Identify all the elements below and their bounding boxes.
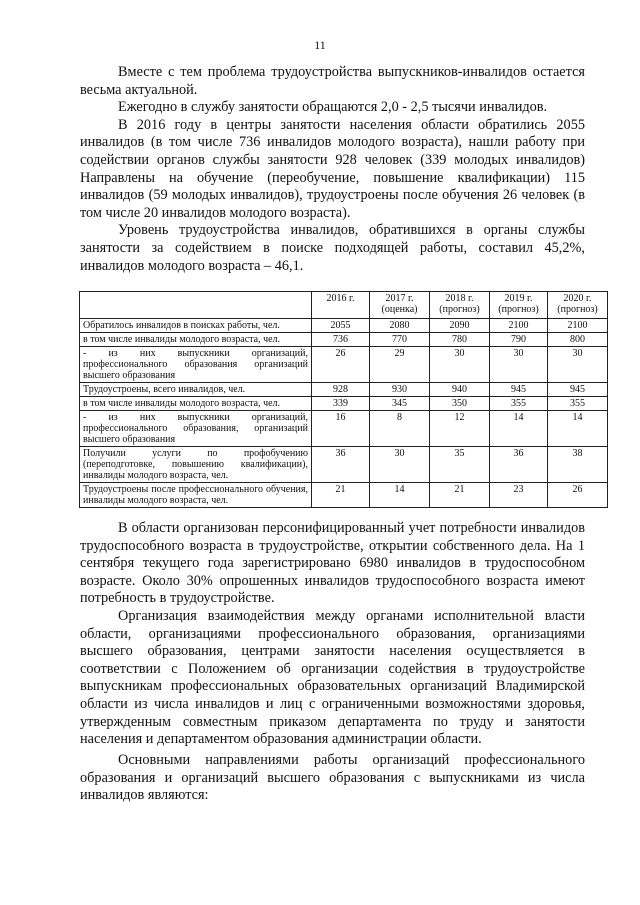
cell-value: 945 [548,383,608,397]
cell-value: 736 [312,333,370,347]
cell-value: 2100 [490,319,548,333]
cell-value: 23 [490,483,548,508]
table-header-cell: 2017 г. (оценка) [370,292,430,319]
table-row [80,447,608,483]
cell-value: 38 [548,447,608,483]
row-label: в том числе инвалиды молодого возраста, чел. [80,333,312,347]
row-label: Обратилось инвалидов в поисках работы, чел. [80,319,312,333]
table-row [80,411,608,447]
closing-text [80,752,585,805]
cell-value: 940 [430,383,490,397]
paragraph: В области организован персонифицированный учет потребности инвалидов трудоспособного возраста в трудоустройстве, открытии собственного дела. На 1 сентября текущего года зарегистрировано 6980 инвалидов в трудоспособном возрасте. Около 30% опрошенных инвалидов трудоспособного возраста имеют потребность в трудоустройстве. [80,520,585,607]
cell-value: 2100 [548,319,608,333]
row-label: Трудоустроены, всего инвалидов, чел. [80,383,312,397]
cell-value: 780 [430,333,490,347]
cell-value: 800 [548,333,608,347]
row-label: - из них выпускники организаций, профессионального образования организаций высшего образования [80,347,312,383]
cell-value: 790 [490,333,548,347]
cell-value: 345 [370,397,430,411]
cell-value: 26 [548,483,608,508]
paragraph: В 2016 году в центры занятости населения области обратились 2055 инвалидов (в том числе 736 инвалидов молодого возраста), нашли работу при содействии органов службы занятости 928 человек (339 молодых инвалидов) Направлены на обучение (переобучение, повышение квалификации) 115 инвалидов (59 молодых инвалидов), трудоустроены после обучения 26 человек (в том числе 20 инвалидов молодого возраста). [80,116,585,221]
row-label: - из них выпускники организаций, профессионального образования, организаций высшего образования [80,411,312,447]
table-header-row [80,292,608,319]
row-label: в том числе инвалиды молодого возраста, чел. [80,397,312,411]
cell-value: 21 [430,483,490,508]
cell-value: 14 [548,411,608,447]
cell-value: 21 [312,483,370,508]
table-header-cell: 2016 г. [312,292,370,319]
cell-value: 30 [548,347,608,383]
cell-value: 355 [548,397,608,411]
cell-value: 36 [312,447,370,483]
table-header-cell: 2020 г. (прогноз) [548,292,608,319]
table-row [80,319,608,333]
intro-text [80,64,585,275]
cell-value: 26 [312,347,370,383]
table-row [80,397,608,411]
table-header-cell [80,292,312,319]
page-number: 11 [314,38,326,52]
table-header-cell: 2018 г. (прогноз) [430,292,490,319]
paragraph: Организация взаимодействия между органами исполнительной власти области, организациями профессионального образования, организациями высшего образования, центрами занятости населения осуществляется в соответствии с Положением об организации содействия в трудоустройстве выпускникам профессиональных образовательных организаций Владимирской области из числа инвалидов и лиц с ограниченными возможностями здоровья, утвержденным совместным приказом департамента по труду и занятости населения и департаментом образования администрации области. [80,607,585,748]
cell-value: 770 [370,333,430,347]
cell-value: 29 [370,347,430,383]
paragraph: Ежегодно в службу занятости обращаются 2,0 - 2,5 тысячи инвалидов. [118,99,548,116]
cell-value: 2080 [370,319,430,333]
cell-value: 945 [490,383,548,397]
paragraph: Основными направлениями работы организаций профессионального образования и организаций высшего образования с выпускниками из числа инвалидов являются: [80,752,585,804]
cell-value: 8 [370,411,430,447]
cell-value: 928 [312,383,370,397]
cell-value: 14 [490,411,548,447]
cell-value: 30 [490,347,548,383]
table-row [80,383,608,397]
cell-value: 2090 [430,319,490,333]
cell-value: 2055 [312,319,370,333]
table-row [80,333,608,347]
cell-value: 350 [430,397,490,411]
table-row [80,347,608,383]
cell-value: 355 [490,397,548,411]
cell-value: 16 [312,411,370,447]
cell-value: 339 [312,397,370,411]
cell-value: 930 [370,383,430,397]
cell-value: 35 [430,447,490,483]
cell-value: 14 [370,483,430,508]
paragraph: Уровень трудоустройства инвалидов, обратившихся в органы службы занятости за содействием в поиске подходящей работы, составил 45,2%, инвалидов молодого возраста – 46,1. [80,222,585,274]
cell-value: 30 [430,347,490,383]
statistics-table [79,291,608,508]
cell-value: 12 [430,411,490,447]
row-label: Получили услуги по профобучению (переподготовке, повышению квалификации), инвалиды молодого возраста, чел. [80,447,312,483]
cell-value: 36 [490,447,548,483]
table-header-cell: 2019 г. (прогноз) [490,292,548,319]
body-text [80,520,585,749]
cell-value: 30 [370,447,430,483]
paragraph: Вместе с тем проблема трудоустройства выпускников-инвалидов остается весьма актуальной. [80,64,585,98]
row-label: Трудоустроены после профессионального обучения, инвалиды молодого возраста, чел. [80,483,312,508]
table-row [80,483,608,508]
